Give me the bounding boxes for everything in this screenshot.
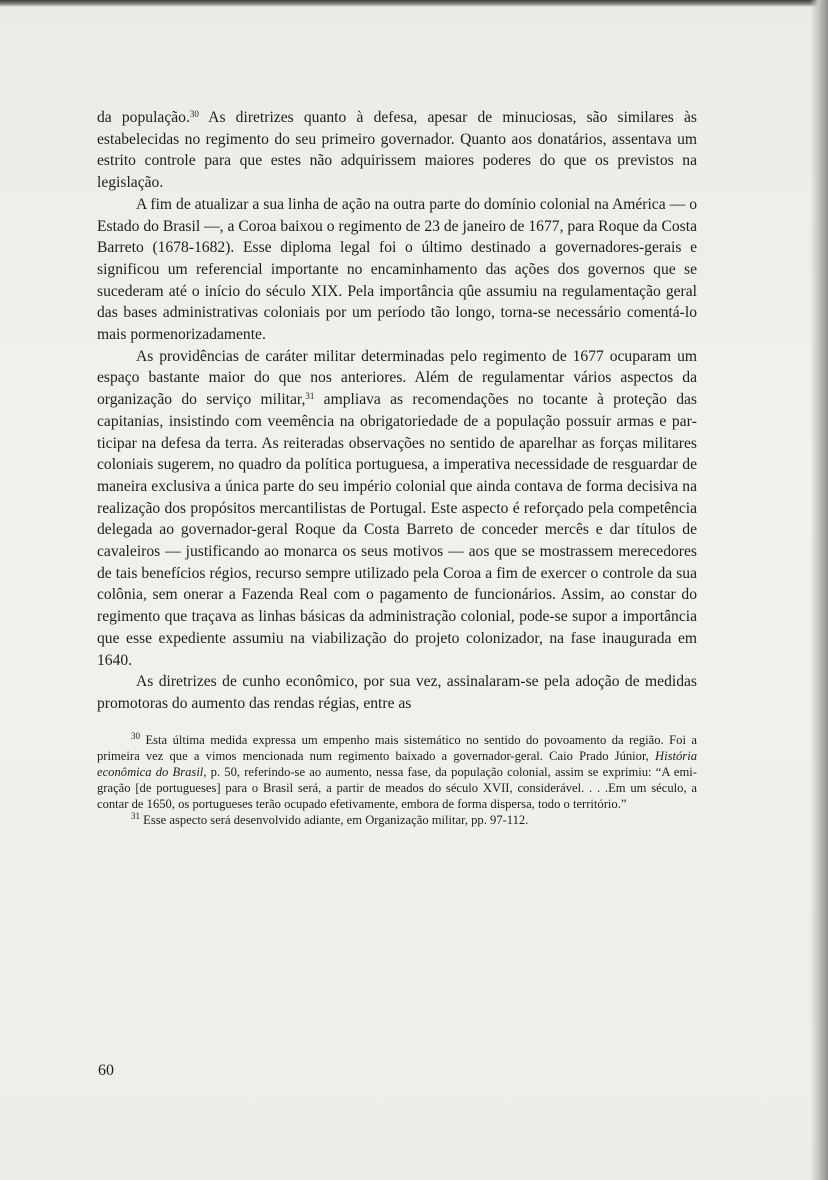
text-run: A fim de atualizar a sua linha de ação na outra parte do domínio colonial na América — o Estado do Brasil —, a Coroa baixou o regimento de 23 de janeiro de 1677, para Roque da Costa Barreto (1678-1682). Esse diploma legal foi o último destinado a governadores-gerais e significou um referencial importante no encaminhamento das ações dos governos que se sucederam até o início do século XIX. Pela importância qûe assumiu na regulamentação geral das bases administrativas coloniais por um período tão longo, torna-se necessário comentá-lo mais pormenorizadamente. (97, 195, 697, 344)
paragraph (97, 194, 697, 346)
footnotes (97, 732, 697, 829)
text-run: As diretrizes quanto à defesa, apesar de minuciosas, são similares às estabelecidas no regimento do seu primeiro governador. Quanto aos donatários, assentava um estrito controle para que estes não adquirissem maiores poderes do que os previstos na legislação. (97, 109, 697, 192)
footnote-reference: 30 (189, 109, 199, 119)
page-number: 60 (98, 1062, 114, 1079)
italic-title: História econômica do Brasil (97, 748, 697, 779)
paragraph (97, 346, 697, 672)
text-run: , p. 50, referindo-se ao aumento, nessa fase, da população colonial, assim se exprimiu: “A emigração [de portugueses] para o Brasil será, a partir de meados do século XVII, considerável. . . .Em um século, a contar de 1650, os portugueses terão ocupado efetivamente, embora de forma dispersa, todo o território.” (97, 764, 697, 812)
text-run: ampliava as recomendações no tocante à proteção das capitanias, insistindo com veemência na obrigatoriedade de a população possuir armas e participar na defesa da terra. As reiteradas observações no sentido de aparelhar as forças militares coloniais sugerem, no quadro da política portuguesa, a imperativa necessidade de resguardar de maneira exclusiva a única parte do seu império colonial que ainda contava de forma decisiva na realização dos propósitos mercantilistas de Portugal. Este aspecto é reforçado pela competência delegada ao governador-geral Roque da Costa Barreto de conceder mercês e dar títulos de cavaleiros — justificando ao monarca os seus motivos — aos que se mostrassem merecedores de tais benefícios régios, recurso sempre utilizado pela Coroa a fim de exercer o controle da sua colônia, sem onerar a Fazenda Real com o pagamento de funcionários. Assim, ao constar do regimento que traçava as linhas básicas da administração colonial, pode-se supor a importância que esse expediente assumiu na viabilização do projeto colonizador, na fase inaugurada em 1640. (97, 391, 697, 669)
paragraphs (97, 107, 697, 715)
footnote: $^{30}$ Esta última medida expressa um empenho mais sistemático no sentido do povoamento da região. Foi a primeira vez que a vimos mencionada num regimento baixado a governador-geral. Caio Prado Júnior, História econômica do Brasil, p. 50, referindo-se ao aumento, nessa fase, da população colonial, assim se exprimiu: “A emigração [de portugueses] para o Brasil será, a partir de meados do século XVII, considerável. . . .Em um século, a contar de 1650, os portugueses terão ocupado efetivamente, embora de forma dispersa, todo o território.” (97, 730, 697, 812)
paragraph (97, 107, 697, 194)
paragraph (97, 671, 697, 714)
footnote: $^{31}$ Esse aspecto será desenvolvido adiante, em Organização militar, pp. 97-112. (131, 811, 529, 828)
text-run: da população. (97, 109, 190, 126)
scan-right-edge (810, 0, 828, 1180)
text-run: Esse aspecto será desenvolvido adiante, em Organização militar, pp. 97-112. (140, 813, 529, 828)
text-run: As providências de caráter militar determinadas pelo regimento de 1677 ocuparam um espaço bastante maior do que nos anteriores. Além de regulamentar vários aspectos da organização do serviço militar, (97, 347, 697, 409)
scan-top-edge (0, 0, 828, 7)
body-text (97, 107, 697, 828)
text-run: Esta última medida expressa um empenho mais sistemático no sentido do povoamento da região. Foi a primeira vez que a vimos mencionada num regimento baixado a governador-geral. Caio Prado Júnior, (97, 732, 697, 763)
footnote-reference: 31 (305, 391, 315, 402)
text-run: As diretrizes de cunho econômico, por sua vez, assinalaram-se pela adoção de medidas promotoras do aumento das rendas régias, entre as (97, 673, 697, 712)
